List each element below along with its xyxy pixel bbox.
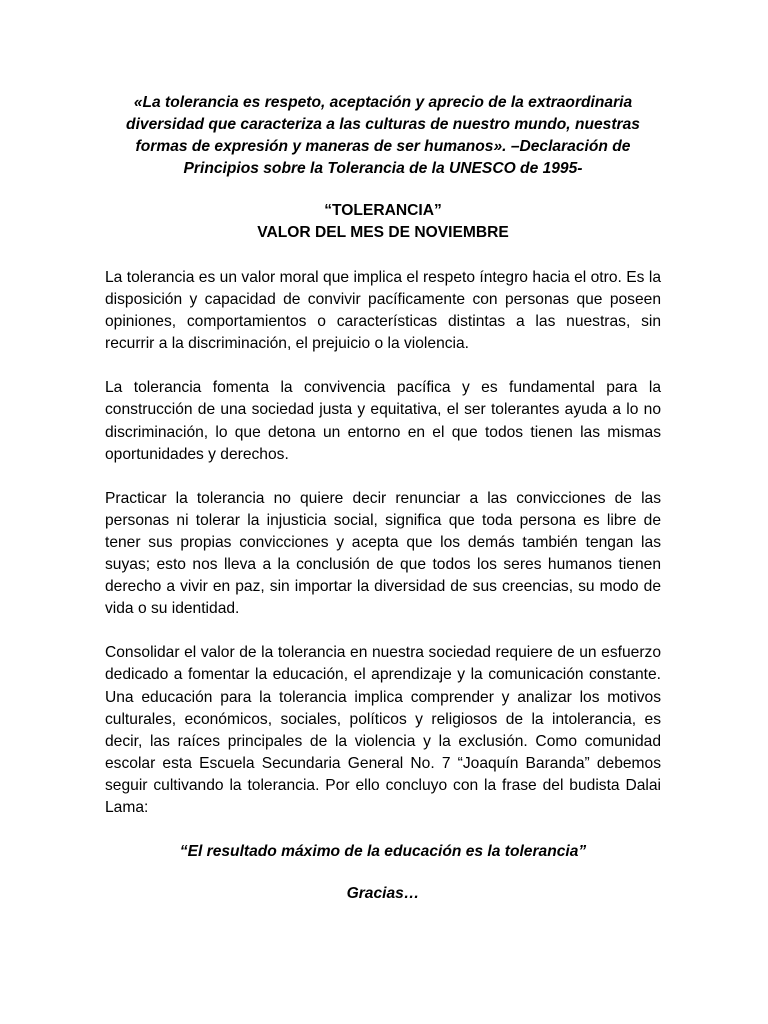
body-paragraph: La tolerancia es un valor moral que implica el respeto íntegro hacia el otro. Es la disposición y capacidad de convivir pacíficamente con personas que poseen opiniones, comportamientos o características distintas a las nuestras, sin recurrir a la discriminación, el prejuicio o la violencia. — [105, 269, 661, 353]
body-paragraph: Consolidar el valor de la tolerancia en nuestra sociedad requiere de un esfuerzo dedicado a fomentar la educación, el aprendizaje y la comunicación constante. Una educación para la tolerancia implica comprender y analizar los motivos culturales, económicos, sociales, políticos y religiosos de la intolerancia, es decir, las raíces principales de la violencia y la exclusión. Como comunidad escolar esta Escuela Secundaria General No. 7 “Joaquín Baranda” debemos seguir cultivando la tolerancia. Por ello concluyo con la frase del budista Dalai Lama: — [105, 644, 661, 816]
document-heading — [105, 200, 661, 244]
thanks-text: Gracias… — [346, 885, 420, 903]
epigraph-quote: «La tolerancia es respeto, aceptación y aprecio de la extraordinaria diversidad que caracteriza a las culturas de nuestro mundo, nuestras formas de expresión y maneras de ser humanos». –Declaración de Principios sobre la Tolerancia de la UNESCO de 1995- — [126, 94, 640, 177]
body-paragraph: La tolerancia fomenta la convivencia pacífica y es fundamental para la construcción de una sociedad justa y equitativa, el ser tolerantes ayuda a lo no discriminación, lo que detona un entorno en el que todos tienen las mismas oportunidades y derechos. — [105, 379, 661, 463]
body-paragraph: Practicar la tolerancia no quiere decir renunciar a las convicciones de las personas ni tolerar la injusticia social, significa que toda persona es libre de tener sus propias convicciones y acepta que los demás también tengan las suyas; esto nos lleva a la conclusión de que todos los seres humanos tienen derecho a vivir en paz, sin importar la diversidad de sus creencias, su modo de vida o su identidad. — [105, 489, 661, 618]
document-title: “TOLERANCIA” — [324, 202, 442, 219]
document-body — [105, 267, 661, 819]
document-subtitle: VALOR DEL MES DE NOVIEMBRE — [257, 224, 509, 241]
closing-quote: “El resultado máximo de la educación es la tolerancia” — [179, 843, 587, 861]
